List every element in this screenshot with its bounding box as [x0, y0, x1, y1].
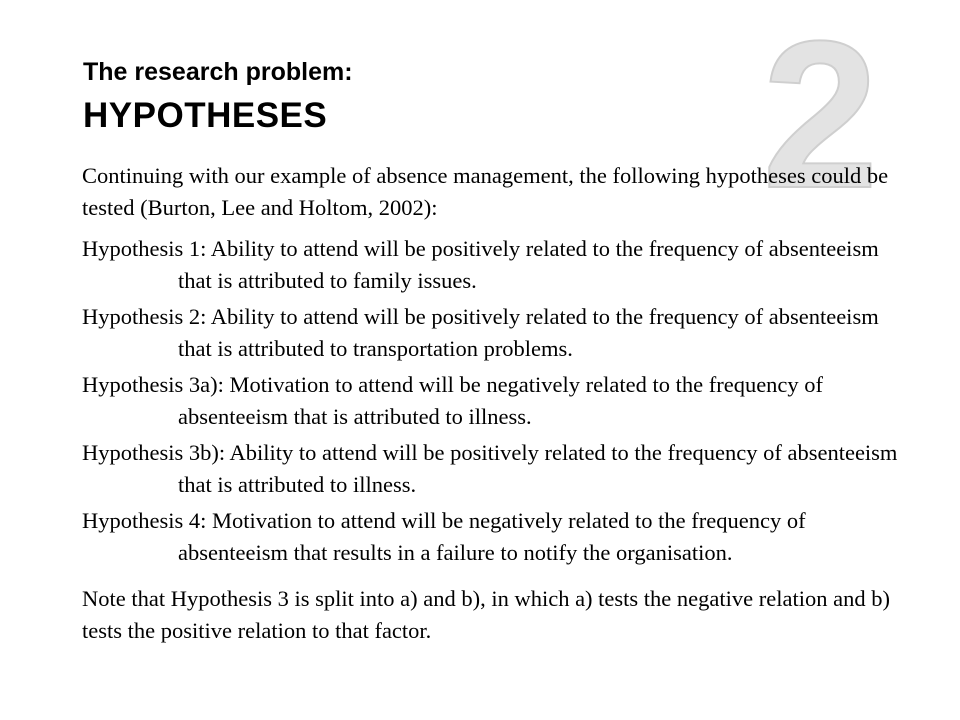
note-paragraph: Note that Hypothesis 3 is split into a) and b), in which a) tests the negative relation and b) tests the positive relation to that factor. — [82, 586, 890, 643]
hypothesis-3b: Hypothesis 3b): Ability to attend will be positively related to the frequency of absenteeism that is attributed to illness. — [82, 440, 898, 497]
hypothesis-1: Hypothesis 1: Ability to attend will be positively related to the frequency of absenteeism that is attributed to family issues. — [82, 236, 879, 293]
hypothesis-2: Hypothesis 2: Ability to attend will be positively related to the frequency of absenteeism that is attributed to transportation problems. — [82, 304, 879, 361]
slide-body — [82, 160, 902, 647]
hypothesis-3a: Hypothesis 3a): Motivation to attend will be negatively related to the frequency of absenteeism that is attributed to illness. — [82, 372, 824, 429]
hypothesis-4: Hypothesis 4: Motivation to attend will be negatively related to the frequency of absenteeism that results in a failure to notify the organisation. — [82, 508, 806, 565]
slide-title: HYPOTHESES — [83, 96, 328, 135]
intro-paragraph: Continuing with our example of absence management, the following hypotheses could be tested (Burton, Lee and Holtom, 2002): — [82, 163, 889, 220]
chapter-number-watermark: 2 — [762, 0, 879, 232]
slide-subtitle: The research problem: — [83, 58, 353, 86]
